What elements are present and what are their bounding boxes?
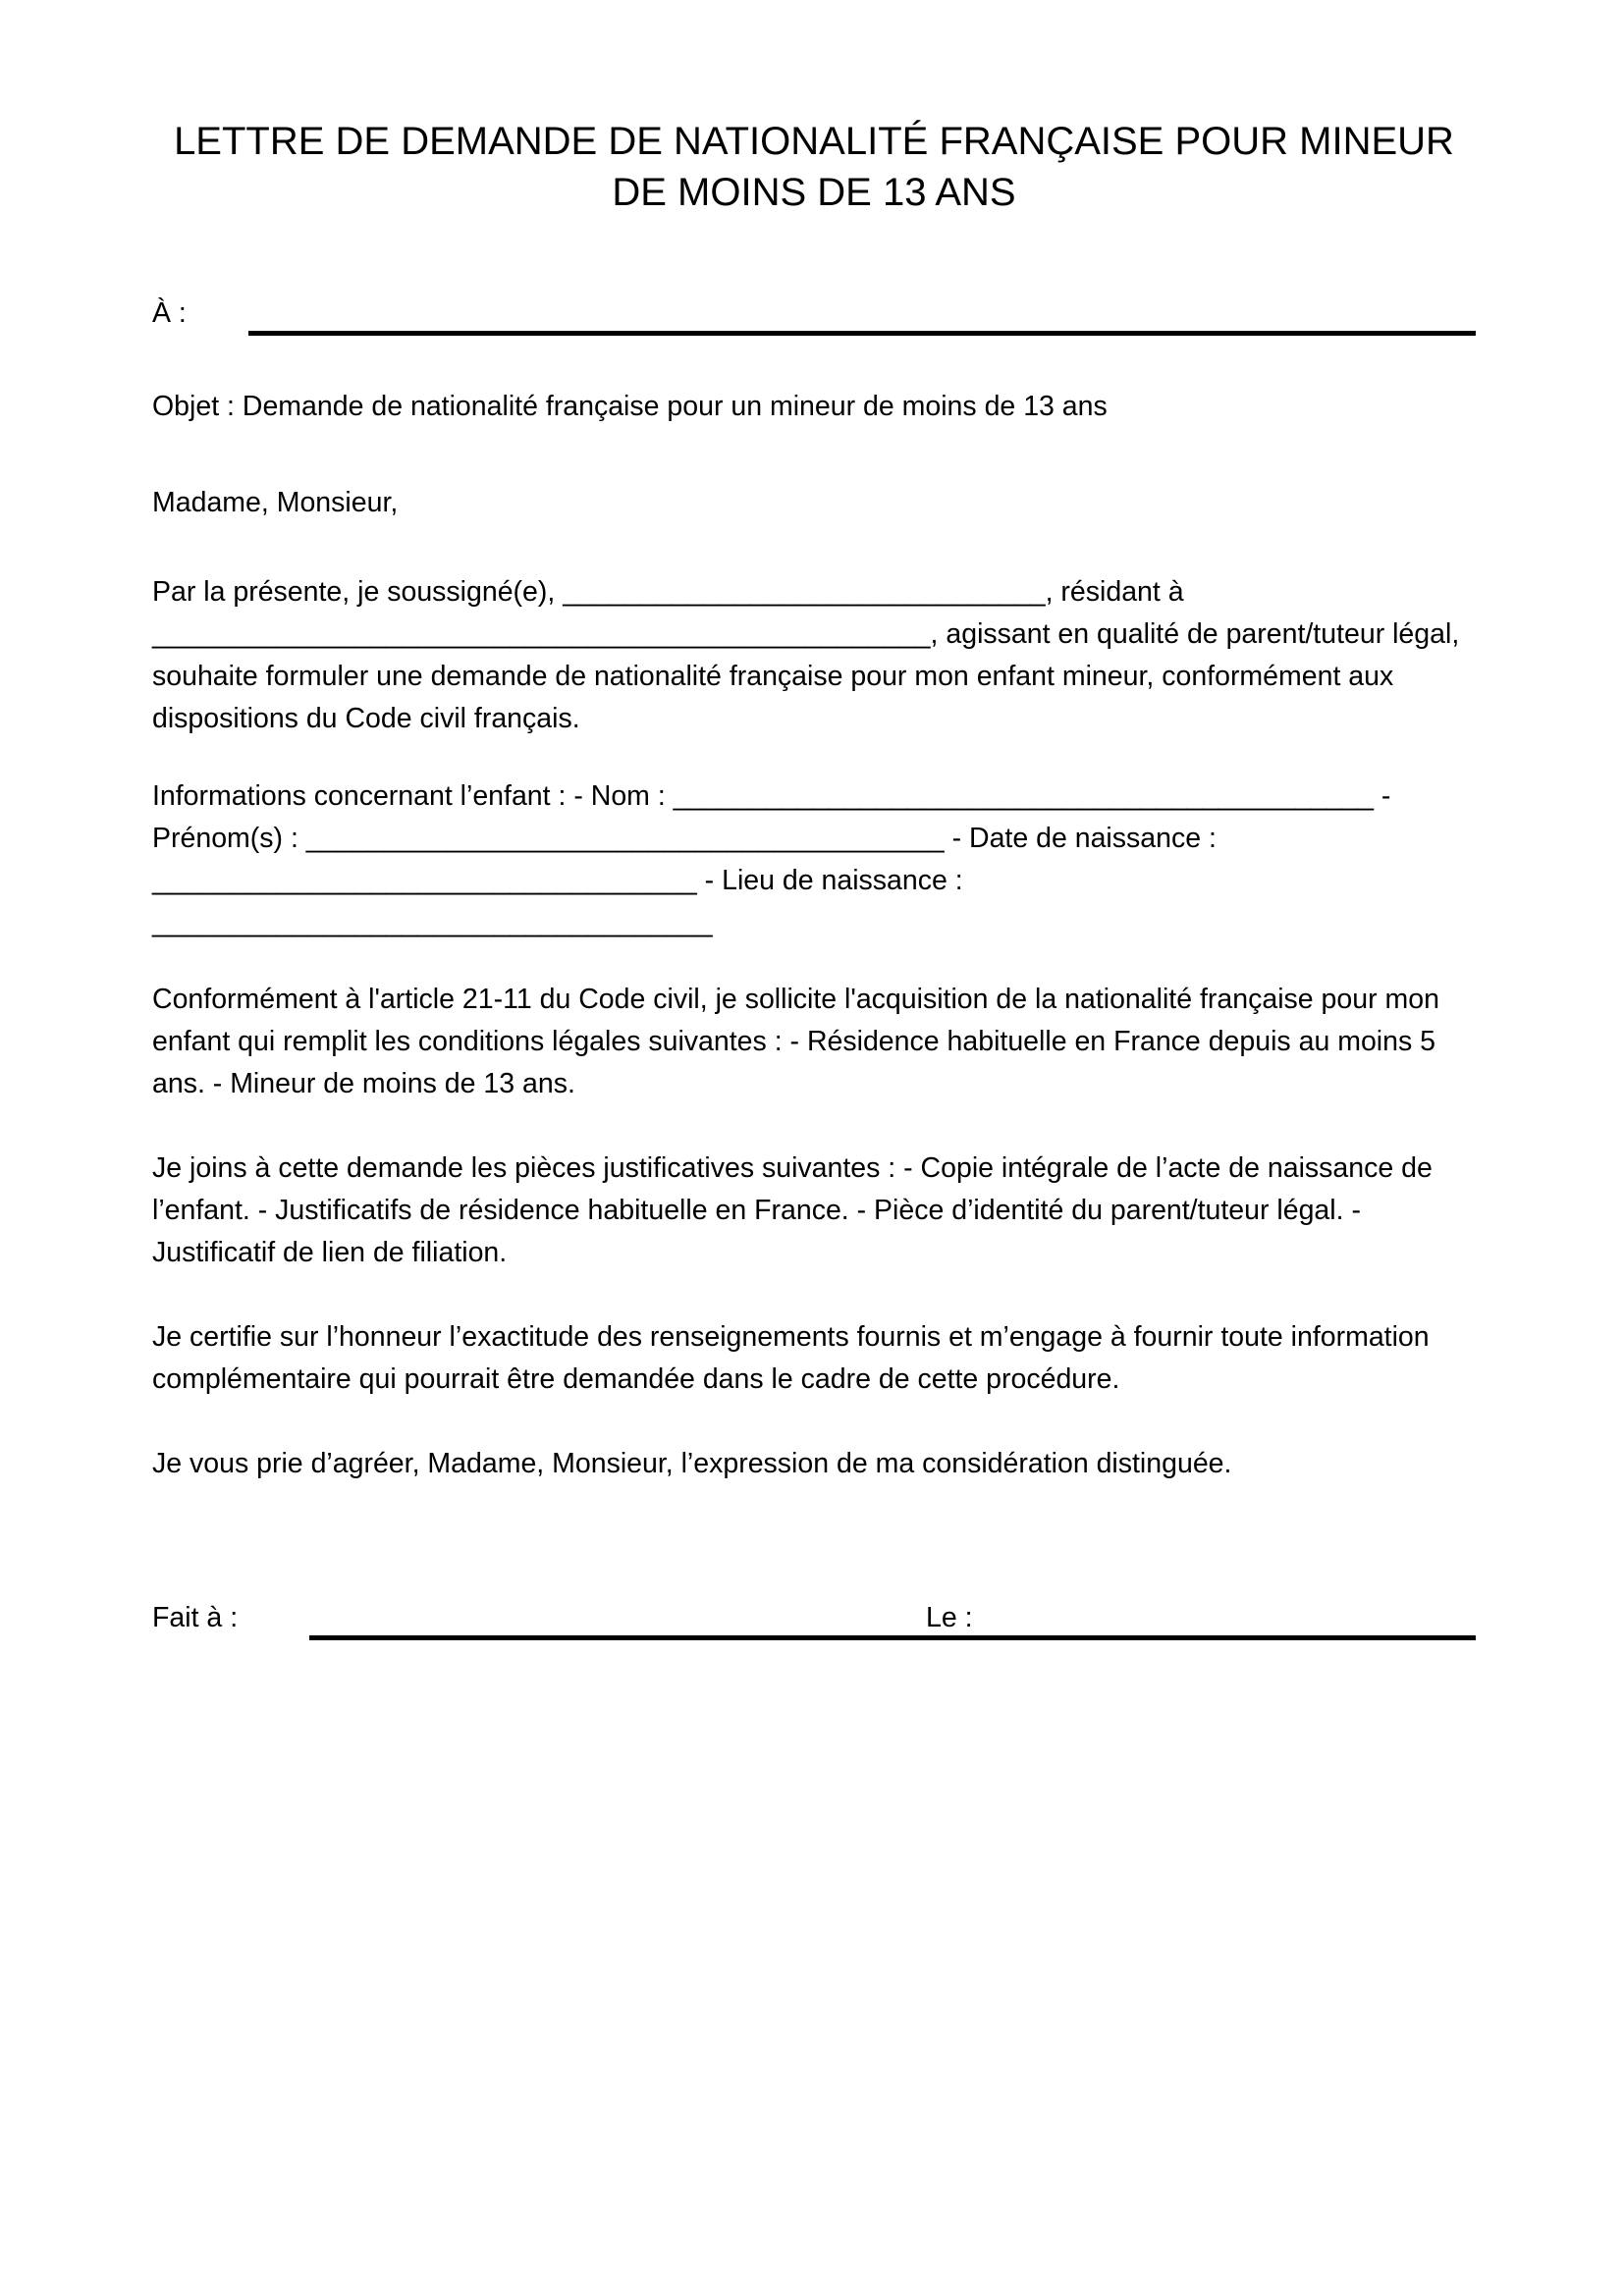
paragraph-intro — [152, 571, 1476, 740]
title-line-1: LETTRE DE DEMANDE DE NATIONALITÉ FRANÇAISE POUR MINEUR — [174, 120, 1454, 163]
text-run: , résidant à — [1045, 576, 1184, 608]
le-label: Le : — [926, 1602, 973, 1633]
blank-child-birth-place[interactable]: ____________________________________ — [152, 907, 713, 938]
text-run: Informations concernant l’enfant : - Nom : — [152, 780, 674, 812]
paragraph-salutation — [152, 482, 1476, 524]
paragraph-conditions — [152, 979, 1476, 1105]
recipient-blank-line[interactable] — [248, 293, 1476, 336]
footer-blank-line[interactable] — [309, 1635, 1476, 1640]
paragraph-pieces — [152, 1148, 1476, 1274]
text-run: Conformément à l'article 21-11 du Code civil, je sollicite l'acquisition de la nationalité française pour mon enfant qui remplit les conditions légales suivantes : - Résidence habituelle en France depuis au moins 5 ans. - Mineur de moins de 13 ans. — [152, 984, 1439, 1099]
paragraph-closing — [152, 1443, 1476, 1485]
blank-child-last-name[interactable]: _____________________________________________ — [673, 780, 1374, 812]
paragraph-objet — [152, 386, 1476, 428]
blank-applicant-address[interactable]: __________________________________________________ — [152, 618, 931, 650]
footer-row — [152, 1597, 1476, 1640]
text-run: - Prénom(s) : — [152, 780, 1391, 854]
paragraph-certification — [152, 1316, 1476, 1401]
blank-child-first-names[interactable]: _________________________________________ — [305, 823, 945, 854]
text-run: Je joins à cette demande les pièces justificatives suivantes : - Copie intégrale de l’acte de naissance de l’enfant. - Justificatifs de résidence habituelle en France. - Pièce d’identité du parent/tuteur légal. - Justificatif de lien de filiation. — [152, 1152, 1433, 1268]
text-run: Objet : Demande de nationalité française pour un mineur de moins de 13 ans — [152, 391, 1108, 422]
text-run: , agissant en qualité de parent/tuteur légal, souhaite formuler une demande de nationalité française pour mon enfant mineur, conformément aux dispositions du Code civil français. — [152, 618, 1460, 734]
fait-a-label: Fait à : — [152, 1602, 239, 1633]
letter-body — [152, 386, 1476, 1485]
blank-child-birth-date[interactable]: ___________________________________ — [152, 865, 697, 896]
paragraph-child-info — [152, 775, 1476, 944]
text-run: Par la présente, je soussigné(e), — [152, 576, 564, 608]
text-run: Je certifie sur l’honneur l’exactitude des renseignements fournis et m’engage à fournir toute information complémentaire qui pourrait être demandée dans le cadre de cette procédure. — [152, 1321, 1430, 1395]
text-run: - Lieu de naissance : — [696, 865, 963, 896]
text-run: Madame, Monsieur, — [152, 487, 399, 518]
blank-applicant-name[interactable]: _______________________________ — [563, 576, 1046, 608]
recipient-row — [152, 293, 1476, 336]
letter-title — [152, 116, 1476, 218]
text-run: Je vous prie d’agréer, Madame, Monsieur, l’expression de ma considération distinguée. — [152, 1448, 1232, 1479]
recipient-label: À : — [152, 297, 187, 329]
title-line-2: DE MOINS DE 13 ANS — [612, 171, 1016, 214]
text-run: - Date de naissance : — [944, 823, 1217, 854]
